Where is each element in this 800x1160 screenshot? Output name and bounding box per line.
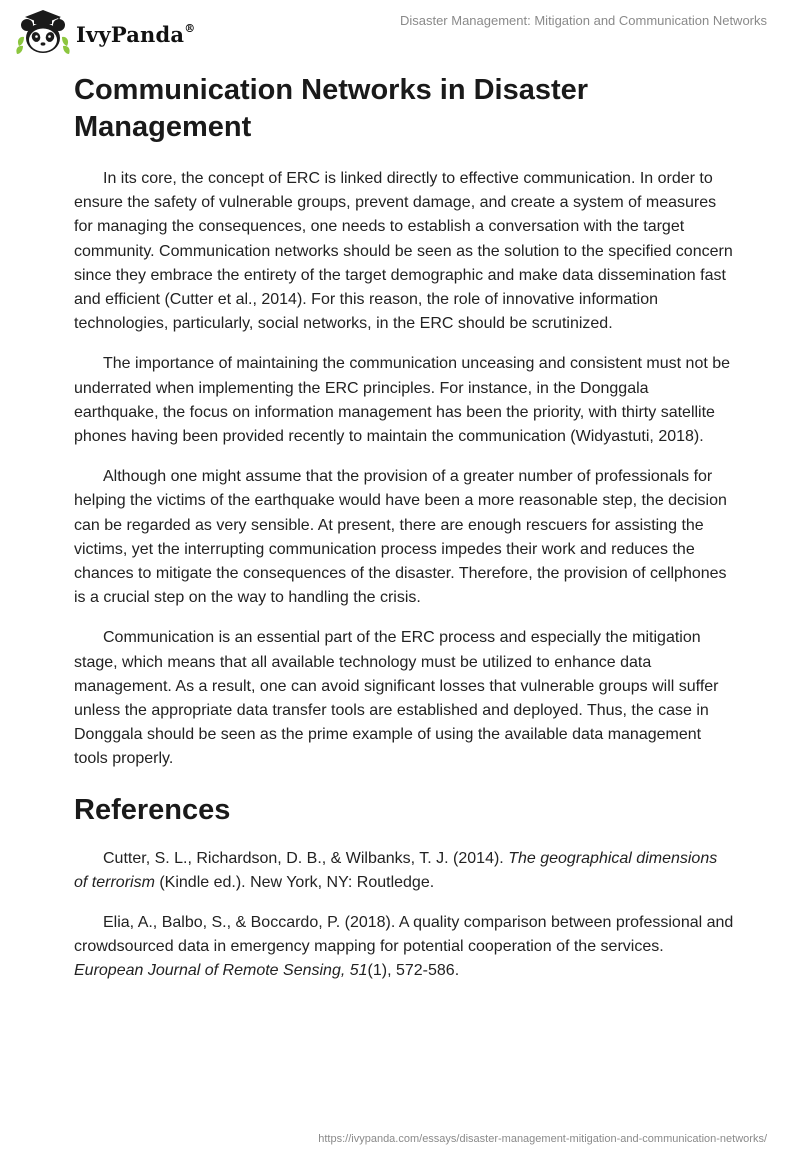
body-paragraph: In its core, the concept of ERC is linked directly to effective communication. In order to ensure the safety of vulnerable groups, prevent damage, and create a system of measures for managing the consequences, one needs to establish a conversation with the target community. Communication networks should be seen as the solution to the specified concern since they embrace the entirety of the target demographic and make data dissemination fast and efficient (Cutter et al., 2014). For this reason, the role of innovative information technologies, particularly, social networks, in the ERC should be scrutinized. <box>74 170 733 333</box>
body-paragraph: The importance of maintaining the communication unceasing and consistent must not be underrated when implementing the ERC principles. For instance, in the Donggala earthquake, the focus on information management has been the priority, with thirty satellite phones having been provided recently to maintain the communication (Widyastuti, 2018). <box>74 355 731 446</box>
brand-name: IvyPanda® <box>76 21 196 47</box>
document-title: Disaster Management: Mitigation and Communication Networks <box>399 13 767 28</box>
article-content <box>74 72 734 1000</box>
reference-item: Elia, A., Balbo, S., & Boccardo, P. (2018). A quality comparison between professional and crowdsourced data in emergency mapping for potential cooperation of the services. European Journal of Remote Sensing, 51(1), 572-586. <box>74 914 734 980</box>
panda-icon <box>14 6 72 62</box>
reference-item: Cutter, S. L., Richardson, D. B., & Wilbanks, T. J. (2014). The geographical dimensions of terrorism (Kindle ed.). New York, NY: Routledge. <box>74 849 718 891</box>
references-heading: References <box>74 793 231 826</box>
body-paragraph: Although one might assume that the provision of a greater number of professionals for helping the victims of the earthquake would have been a more reasonable step, the decision can be regarded as very sensible. At present, there are enough rescuers for assisting the victims, yet the interrupting communication process impedes their work and reduces the chances to mitigate the consequences of the disaster. Therefore, the provision of cellphones is a crucial step on the way to handling the crisis. <box>74 468 727 607</box>
body-paragraph: Communication is an essential part of the ERC process and especially the mitigation stage, which means that all available technology must be utilized to enhance data management. As a result, one can avoid significant losses that vulnerable groups will suffer unless the appropriate data transfer tools are established and deployed. Thus, the case in Donggala should be seen as the prime example of using the available data management tools properly. <box>74 629 719 768</box>
section-heading: Communication Networks in Disaster Management <box>74 74 589 143</box>
source-url[interactable]: https://ivypanda.com/essays/disaster-management-mitigation-and-communication-networks/ <box>318 1133 767 1145</box>
ivypanda-logo[interactable] <box>14 6 195 62</box>
page-header <box>0 0 800 70</box>
